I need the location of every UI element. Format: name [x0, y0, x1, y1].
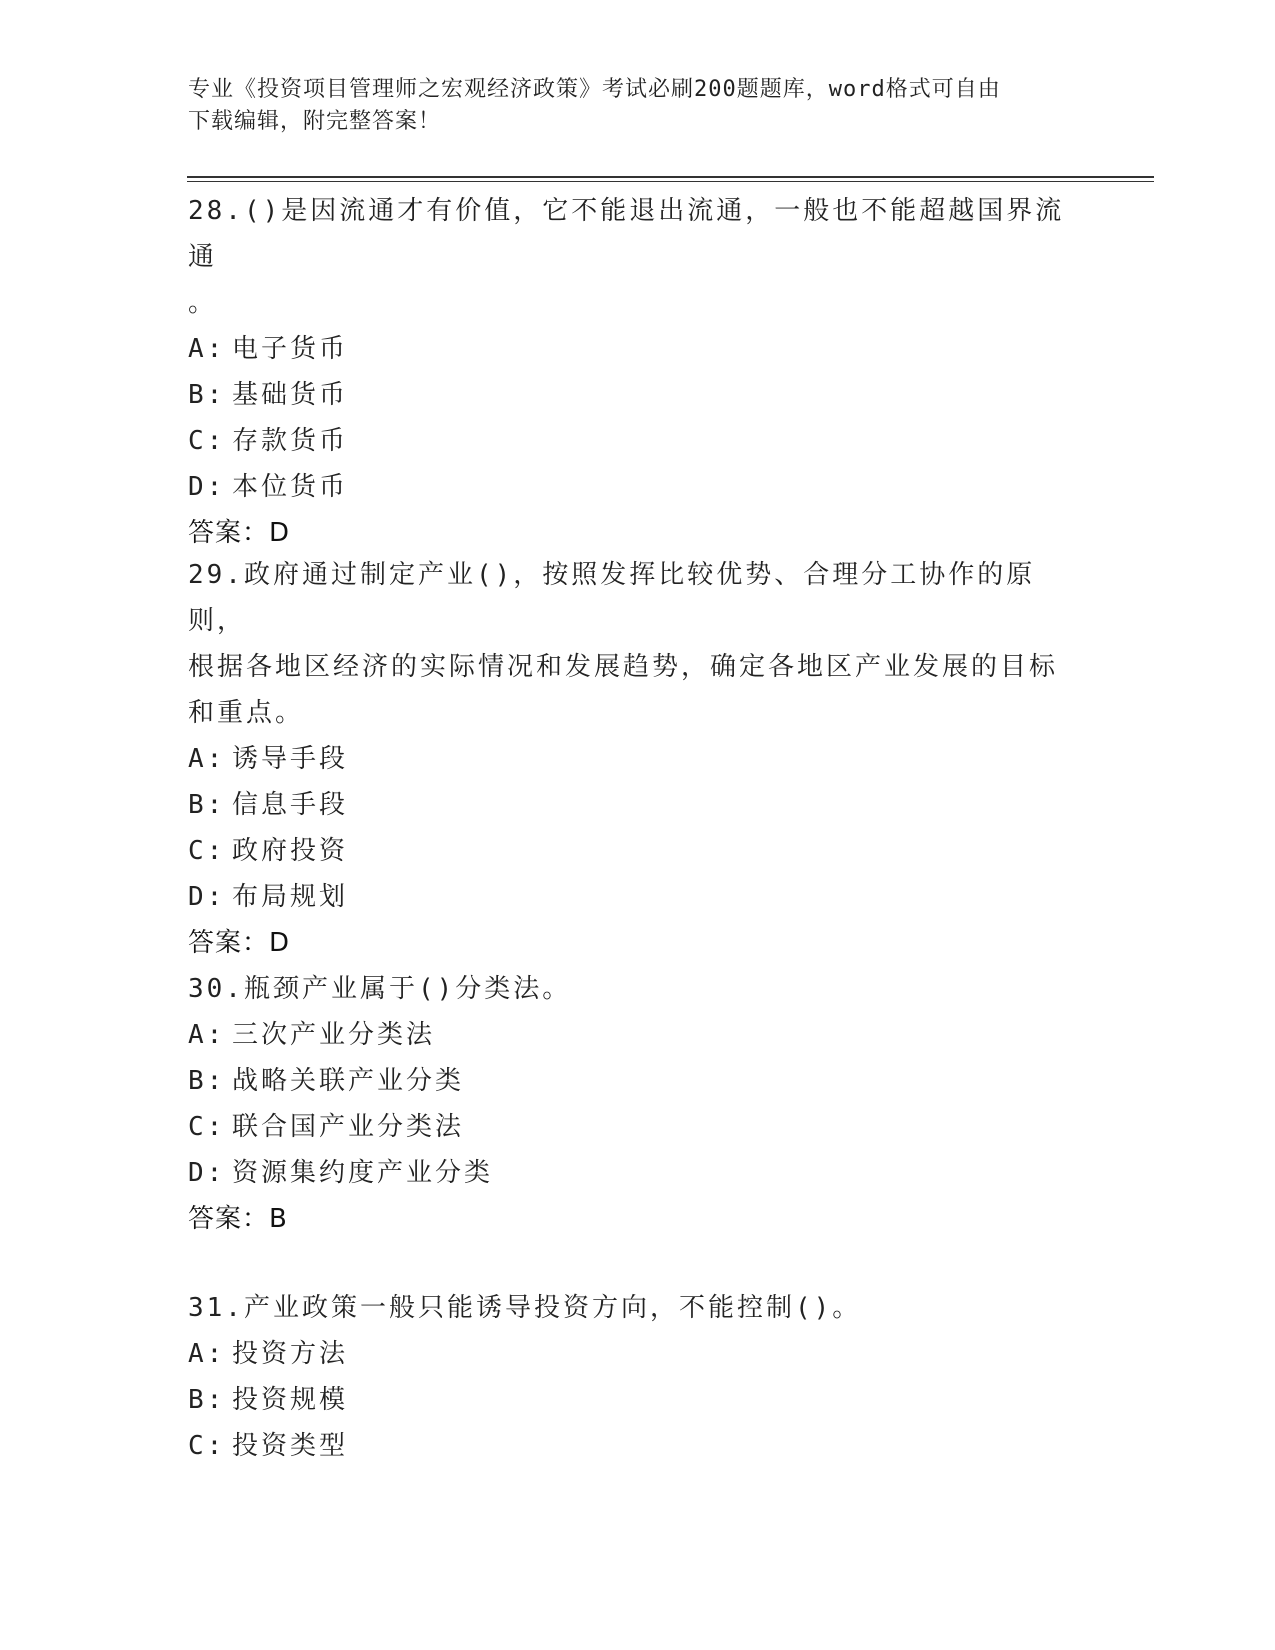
header-divider-thick — [187, 176, 1154, 178]
option-key: B: — [188, 380, 226, 410]
option-key: C: — [188, 426, 226, 456]
header-divider-thin — [187, 181, 1154, 182]
option-text: 投资类型 — [232, 1431, 349, 1461]
option-text: 诱导手段 — [232, 744, 349, 774]
option-key: C: — [188, 1431, 226, 1461]
option-key: B: — [188, 1066, 226, 1096]
option-b — [188, 372, 1088, 418]
answer-line: 答案：D — [188, 518, 291, 548]
question-29 — [188, 552, 1088, 966]
option-key: A: — [188, 1020, 226, 1050]
question-28 — [188, 188, 1088, 556]
option-c — [188, 418, 1088, 464]
option-text: 三次产业分类法 — [232, 1020, 436, 1050]
question-31 — [188, 1285, 1088, 1469]
question-stem-line: 31.产业政策一般只能诱导投资方向，不能控制()。 — [188, 1293, 862, 1323]
option-text: 电子货币 — [232, 334, 349, 364]
option-key: B: — [188, 1385, 226, 1415]
option-text: 投资方法 — [232, 1339, 349, 1369]
option-key: C: — [188, 836, 226, 866]
option-key: C: — [188, 1112, 226, 1142]
option-b — [188, 1377, 1088, 1423]
option-a — [188, 1331, 1088, 1377]
option-d — [188, 1150, 1088, 1196]
question-stem-line: 29.政府通过制定产业()，按照发挥比较优势、合理分工协作的原则， — [188, 560, 1036, 636]
option-d — [188, 464, 1088, 510]
option-text: 联合国产业分类法 — [232, 1112, 465, 1142]
option-key: D: — [188, 882, 226, 912]
option-text: 本位货币 — [232, 472, 349, 502]
option-text: 投资规模 — [232, 1385, 349, 1415]
question-stem-line: 。 — [188, 288, 218, 318]
question-stem-line: 和重点。 — [188, 698, 305, 728]
option-text: 资源集约度产业分类 — [232, 1158, 494, 1188]
option-key: B: — [188, 790, 226, 820]
option-text: 基础货币 — [232, 380, 349, 410]
option-b — [188, 782, 1088, 828]
option-a — [188, 1012, 1088, 1058]
option-key: A: — [188, 334, 226, 364]
option-key: A: — [188, 744, 226, 774]
question-stem-line: 30.瓶颈产业属于()分类法。 — [188, 974, 572, 1004]
option-a — [188, 326, 1088, 372]
option-c — [188, 1423, 1088, 1469]
option-key: A: — [188, 1339, 226, 1369]
option-b — [188, 1058, 1088, 1104]
option-text: 政府投资 — [232, 836, 349, 866]
question-stem-line: 28.()是因流通才有价值，它不能退出流通，一般也不能超越国界流通 — [188, 196, 1065, 272]
option-d — [188, 874, 1088, 920]
question-30 — [188, 966, 1088, 1242]
header-line-1: 专业《投资项目管理师之宏观经济政策》考试必刷200题题库，word格式可自由 — [188, 77, 1001, 102]
question-stem-line: 根据各地区经济的实际情况和发展趋势，确定各地区产业发展的目标 — [188, 652, 1059, 682]
option-text: 战略关联产业分类 — [232, 1066, 465, 1096]
answer-line: 答案：B — [188, 1204, 288, 1234]
option-text: 存款货币 — [232, 426, 349, 456]
option-text: 布局规划 — [232, 882, 349, 912]
document-header — [188, 74, 1088, 138]
option-key: D: — [188, 472, 226, 502]
answer-line: 答案：D — [188, 928, 291, 958]
option-text: 信息手段 — [232, 790, 349, 820]
option-c — [188, 1104, 1088, 1150]
header-line-2: 下载编辑，附完整答案！ — [188, 109, 442, 134]
option-a — [188, 736, 1088, 782]
option-c — [188, 828, 1088, 874]
option-key: D: — [188, 1158, 226, 1188]
